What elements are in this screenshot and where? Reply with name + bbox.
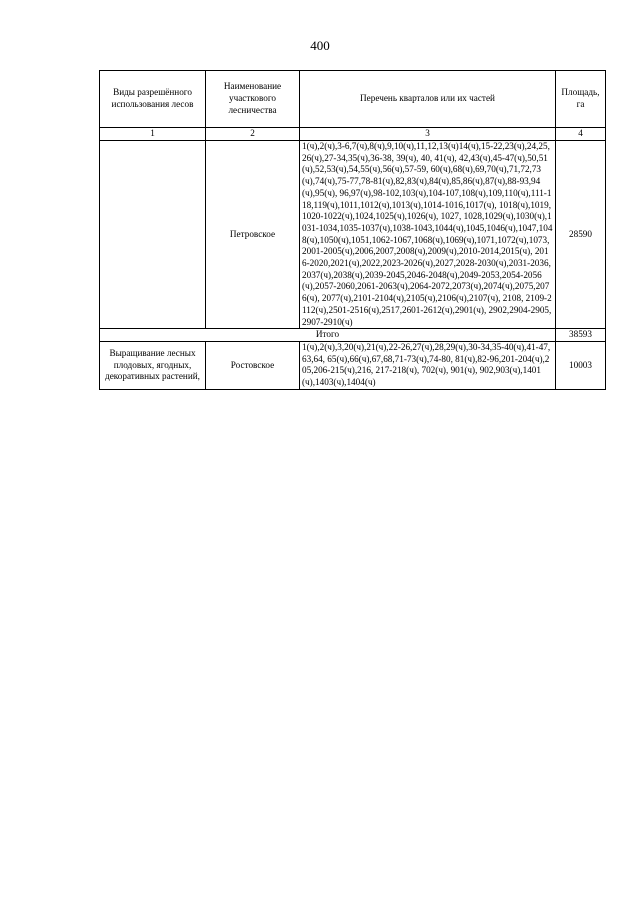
forest-use-table: [99, 70, 606, 390]
page-number: 400: [310, 38, 330, 53]
total-area: 38593: [556, 329, 606, 342]
total-row: [100, 329, 606, 342]
table-row: [100, 341, 606, 389]
column-number: 4: [556, 128, 606, 141]
forestry-cell: Петровское: [206, 141, 300, 329]
total-label: Итого: [100, 329, 556, 342]
table-row: [100, 141, 606, 329]
header-quarters: Перечень кварталов или их частей: [300, 71, 556, 128]
quarters-cell: 1(ч),2(ч),3,20(ч),21(ч),22-26,27(ч),28,29(ч),30-34,35-40(ч),41-47,63,64, 65(ч),66(ч),67,68,71-73(ч),74-80, 81(ч),82-96,201-204(ч),205,206-215(ч),216, 217-218(ч), 702(ч), 901(ч), 902,903(ч),1401(ч),1403(ч),1404(ч): [300, 341, 556, 389]
area-cell: 10003: [556, 341, 606, 389]
column-number: 2: [206, 128, 300, 141]
column-number: 1: [100, 128, 206, 141]
column-number: 3: [300, 128, 556, 141]
quarters-cell: 1(ч),2(ч),3-6,7(ч),8(ч),9,10(ч),11,12,13(ч)14(ч),15-22,23(ч),24,25,26(ч),27-34,35(ч),36-38, 39(ч), 40, 41(ч), 42,43(ч),45-47(ч),50,51(ч),52,53(ч),54,55(ч),56(ч),57-59, 60(ч),68(ч),69,70(ч),71,72,73(ч),74(ч),75-77,78-81(ч),82,83(ч),84(ч),85,86(ч),87(ч),88-93,94(ч),95(ч), 96,97(ч),98-102,103(ч),104-107,108(ч),109,110(ч),111-118,119(ч),1011,1012(ч),1013(ч),1014-1016,1017(ч), 1018(ч),1019,1020-1022(ч),1024,1025(ч),1026(ч), 1027, 1028,1029(ч),1030(ч),1031-1034,1035-1037(ч),1038-1043,1044(ч),1045,1046(ч),1047,1048(ч),1050(ч),1051,1062-1067,1068(ч),1069(ч),1071,1072(ч),1073,2001-2005(ч),2006,2007,2008(ч),2009(ч),2010-2014,2015(ч), 2016-2020,2021(ч),2022,2023-2026(ч),2027,2028-2030(ч),2031-2036,2037(ч),2038(ч),2039-2045,2046-2048(ч),2049-2053,2054-2056(ч),2057-2060,2061-2063(ч),2064-2072,2073(ч),2074(ч),2075,2076(ч), 2077(ч),2101-2104(ч),2105(ч),2106(ч),2107(ч), 2108, 2109-2112(ч),2501-2516(ч),2517,2601-2612(ч),2901(ч), 2902,2904-2905,2907-2910(ч): [300, 141, 556, 329]
table-header-row: [100, 71, 606, 128]
area-cell: 28590: [556, 141, 606, 329]
forestry-cell: Ростовское: [206, 341, 300, 389]
column-number-row: [100, 128, 606, 141]
header-area: Площадь, га: [556, 71, 606, 128]
header-forestry: Наименование участкового лесничества: [206, 71, 300, 128]
header-use-type: Виды разрешённого использования лесов: [100, 71, 206, 128]
use-type-cell: Выращивание лесных плодовых, ягодных, декоративных растений,: [100, 341, 206, 389]
use-type-cell: [100, 141, 206, 329]
